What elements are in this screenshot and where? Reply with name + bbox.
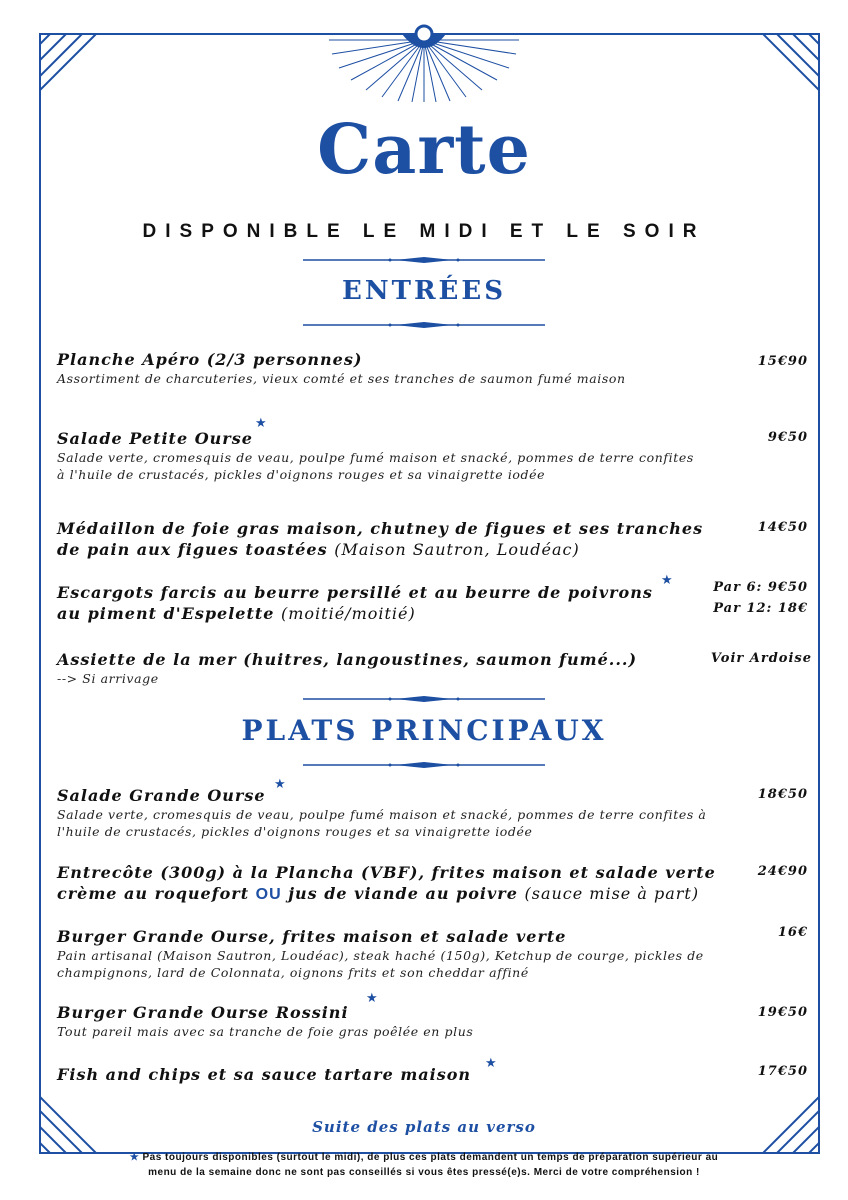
item-description: Salade verte, cromesquis de veau, poulpe fumé maison et snacké, pommes de terre confites à l'huile de crustacés, pickles d'oignons rouges et sa vinaigrette iodée [57, 450, 694, 482]
item-sauce-option-a: crème au roquefort [57, 884, 250, 903]
item-description: Salade verte, cromesquis de veau, poulpe fumé maison et snacké, pommes de terre confites à l'huile de crustacés, pickles d'oignons rouges et sa vinaigrette iodée [57, 807, 707, 839]
footnote-line-1: Pas toujours disponibles (surtout le midi), de plus ces plats demandent un temps de préparation supérieur au [142, 1152, 719, 1163]
item-name: Médaillon de foie gras maison, chutney de figues et ses tranches de pain aux figues toastées [57, 519, 704, 559]
item-description: Tout pareil mais avec sa tranche de foie gras poêlée en plus [57, 1024, 474, 1039]
item-description: --> Si arrivage [57, 671, 159, 686]
menu-item [57, 926, 767, 981]
item-name: Escargots farcis au beurre persillé et au beurre de poivrons au piment d'Espelette [57, 583, 653, 623]
item-price: Voir Ardoise [710, 651, 812, 666]
item-name: Fish and chips et sa sauce tartare maison [57, 1065, 472, 1084]
corner-ornament-top-left [39, 33, 99, 93]
star-icon: ★ [485, 1056, 497, 1071]
section-title-plats: PLATS PRINCIPAUX [241, 714, 607, 747]
menu-item [57, 862, 747, 905]
menu-item [57, 428, 757, 483]
item-sauce-option-b: jus de viande au poivre [288, 884, 518, 903]
page-title: Carte [317, 110, 531, 190]
star-icon: ★ [366, 991, 378, 1006]
item-name: Burger Grande Ourse Rossini [57, 1003, 349, 1022]
item-price-6: Par 6: 9€50 [713, 580, 808, 595]
item-name: Planche Apéro (2/3 personnes) [57, 350, 363, 369]
menu-item [57, 785, 747, 840]
star-icon: ★ [255, 416, 267, 431]
item-name: Assiette de la mer (huitres, langoustines, saumon fumé...) [57, 650, 638, 669]
item-name: Burger Grande Ourse, frites maison et salade verte [57, 927, 567, 946]
item-or-separator: OU [255, 886, 282, 903]
item-description: Pain artisanal (Maison Sautron, Loudéac), steak haché (150g), Ketchup de courge, pickles de champignons, lard de Colonnata, oignons frits et son cheddar affiné [57, 948, 704, 980]
item-price: 9€50 [767, 430, 808, 445]
menu-item [57, 518, 717, 560]
item-price: 24€90 [757, 864, 808, 879]
item-name: Entrecôte (300g) à la Plancha (VBF), frites maison et salade verte [57, 863, 716, 882]
star-icon: ★ [274, 777, 286, 792]
footnote-line-2: menu de la semaine donc ne sont pas conseillés si vous êtes pressé(e)s. Merci de votre compréhension ! [148, 1167, 700, 1178]
divider-ornament [0, 694, 848, 704]
item-mix-note: (moitié/moitié) [281, 604, 416, 623]
item-name: Salade Petite Ourse [57, 429, 253, 448]
item-price: 16€ [777, 925, 808, 940]
item-price-12: Par 12: 18€ [713, 601, 808, 616]
sunburst-icon [324, 22, 524, 102]
item-price: 17€50 [757, 1064, 808, 1079]
item-name: Salade Grande Ourse [57, 786, 266, 805]
availability-subtitle: DISPONIBLE LE MIDI ET LE SOIR [142, 221, 706, 242]
item-price: 19€50 [757, 1005, 808, 1020]
star-icon: ★ [129, 1152, 143, 1163]
corner-ornament-top-right [760, 33, 820, 93]
item-description: Assortiment de charcuteries, vieux comté et ses tranches de saumon fumé maison [57, 371, 626, 386]
item-sauce-note: (sauce mise à part) [524, 884, 700, 903]
menu-item [57, 349, 757, 387]
divider-ornament [0, 255, 848, 265]
menu-item [57, 582, 682, 624]
star-icon: ★ [661, 573, 673, 588]
divider-ornament [0, 760, 848, 770]
menu-item [57, 1002, 757, 1040]
section-title-entrees: ENTRÉES [342, 276, 506, 306]
item-origin: (Maison Sautron, Loudéac) [334, 540, 580, 559]
item-price: 15€90 [757, 354, 808, 369]
continued-on-back-note: Suite des plats au verso [312, 1118, 536, 1136]
menu-item [57, 649, 757, 687]
item-price: 18€50 [757, 787, 808, 802]
menu-item [57, 1064, 757, 1085]
divider-ornament [0, 320, 848, 330]
availability-footnote [0, 1150, 848, 1180]
item-price: 14€50 [757, 520, 808, 535]
